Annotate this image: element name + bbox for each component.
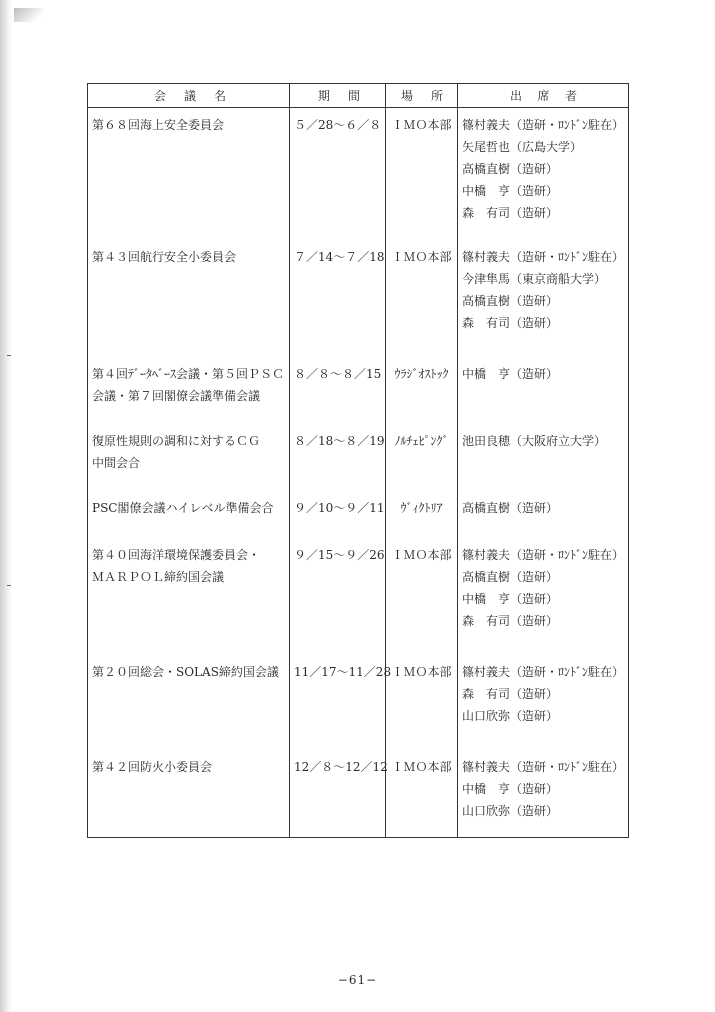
meeting-place: ｳﾗｼﾞｵｽﾄｯｸ <box>394 366 449 381</box>
table-body <box>88 108 629 838</box>
attendee: 中橋 亨（造研） <box>462 366 559 381</box>
meeting-name-line: 第６８回海上安全委員会 <box>92 118 225 132</box>
scan-margin-tick <box>7 355 11 356</box>
attendee: 高橋直樹（造研） <box>462 569 559 584</box>
attendees-cell <box>458 430 629 497</box>
meeting-period-cell <box>290 108 386 246</box>
meeting-name-cell <box>88 544 290 661</box>
attendee: 森 有司（造研） <box>462 206 559 220</box>
meeting-period: ９／10〜９／11 <box>294 500 385 515</box>
attendee: 池田良穂（大阪府立大学） <box>462 433 607 448</box>
meeting-place-cell <box>386 497 458 544</box>
scan-corner-mark <box>14 8 44 22</box>
meeting-name-line: 復原性規則の調和に対するＣＧ <box>92 433 261 448</box>
meeting-name-line: 第２０回総会・SOLAS締約国会議 <box>92 664 279 679</box>
meeting-period: 11／17〜11／28 <box>294 664 392 679</box>
meeting-period-cell <box>290 544 386 661</box>
table-row <box>88 661 629 756</box>
attendees-cell <box>458 756 629 838</box>
header-period: 期 間 <box>290 84 386 108</box>
meeting-place-cell <box>386 108 458 246</box>
attendee: 森 有司（造研） <box>462 315 559 330</box>
meeting-name-cell <box>88 108 290 246</box>
meeting-period: ８／18〜８／19 <box>294 433 385 448</box>
table-header <box>88 84 629 108</box>
attendee: 山口欣弥（造研） <box>462 708 559 723</box>
table-row <box>88 108 629 246</box>
meeting-period-cell <box>290 497 386 544</box>
meeting-place: ＩＭＯ本部 <box>391 249 452 264</box>
meeting-place-cell <box>386 246 458 363</box>
meeting-name-line: 第４０回海洋環境保護委員会・ <box>92 547 261 562</box>
meeting-period-cell <box>290 661 392 756</box>
meeting-name-cell <box>88 363 290 430</box>
meeting-period: ７／14〜７／18 <box>294 249 385 264</box>
page-number: −61− <box>337 973 378 987</box>
meeting-period-cell <box>290 246 386 363</box>
attendees-cell <box>458 497 629 544</box>
meeting-place-cell <box>386 661 458 756</box>
meeting-period-cell <box>290 430 386 497</box>
meeting-place: ＩＭＯ本部 <box>391 118 452 132</box>
meeting-place-cell <box>386 756 458 838</box>
table-row <box>88 430 629 497</box>
header-place: 場 所 <box>386 84 458 108</box>
attendee: 山口欣弥（造研） <box>462 803 559 818</box>
table-row <box>88 497 629 544</box>
meeting-place: ＩＭＯ本部 <box>391 547 452 562</box>
meeting-place: ﾉﾙﾁｪﾋﾟﾝｸﾞ <box>394 433 449 448</box>
meeting-name-line: 第４２回防火小委員会 <box>92 759 213 774</box>
attendee: 篠村義夫（造研・ﾛﾝﾄﾞﾝ駐在） <box>462 664 625 679</box>
attendee: 中橋 亨（造研） <box>462 591 559 606</box>
meeting-place: ＩＭＯ本部 <box>391 664 452 679</box>
meeting-name-cell <box>88 430 290 497</box>
meeting-name-line: PSC閣僚会議ハイレベル準備会合 <box>92 500 274 515</box>
attendees-cell <box>458 108 629 246</box>
meeting-name-line: 中間会合 <box>92 455 141 470</box>
meeting-name-cell <box>88 756 290 838</box>
meeting-name-cell <box>88 661 290 756</box>
meeting-name-line: 第４回ﾃﾞｰﾀﾍﾞｰｽ会議・第５回ＰＳＣ <box>92 366 285 381</box>
header-meeting-name: 会 議 名 <box>88 84 290 108</box>
table-row <box>88 756 629 838</box>
attendee: 森 有司（造研） <box>462 613 559 628</box>
meeting-period: ８／８〜８／15 <box>294 366 382 381</box>
attendee: 篠村義夫（造研・ﾛﾝﾄﾞﾝ駐在） <box>462 547 625 562</box>
scan-edge-shadow <box>0 0 12 1012</box>
attendees-cell <box>458 544 629 661</box>
meetings-table <box>87 83 629 838</box>
meeting-period-cell <box>290 756 386 838</box>
table-row <box>88 246 629 363</box>
attendee: 篠村義夫（造研・ﾛﾝﾄﾞﾝ駐在） <box>462 249 625 264</box>
header-attendees: 出 席 者 <box>458 84 629 108</box>
meeting-place-cell <box>386 363 458 430</box>
meeting-name-line: 会議・第７回閣僚会議準備会議 <box>92 388 261 403</box>
attendee: 森 有司（造研） <box>462 686 559 701</box>
meeting-name-line: ＭＡＲＰＯＬ締約国会議 <box>92 569 225 584</box>
attendee: 矢尾哲也（広島大学） <box>462 140 583 154</box>
meeting-name-cell <box>88 497 290 544</box>
table-row <box>88 544 629 661</box>
meeting-place-cell <box>386 430 458 497</box>
attendee: 高橋直樹（造研） <box>462 162 559 176</box>
meeting-period-cell <box>290 363 386 430</box>
meeting-period: ５／28〜６／８ <box>294 118 382 132</box>
table-row <box>88 363 629 430</box>
meeting-period: 12／８〜12／12 <box>294 759 388 774</box>
attendee: 中橋 亨（造研） <box>462 781 559 796</box>
attendees-cell <box>458 363 629 430</box>
attendee: 篠村義夫（造研・ﾛﾝﾄﾞﾝ駐在） <box>462 118 625 132</box>
scan-margin-tick <box>7 585 11 586</box>
meeting-name-cell <box>88 246 290 363</box>
meeting-place: ＩＭＯ本部 <box>391 759 452 774</box>
attendee: 高橋直樹（造研） <box>462 293 559 308</box>
attendee: 今津隼馬（東京商船大学） <box>462 271 607 286</box>
meeting-period: ９／15〜９／26 <box>294 547 385 562</box>
meeting-name-line: 第４３回航行安全小委員会 <box>92 249 237 264</box>
attendees-cell <box>458 246 629 363</box>
meeting-place: ｳﾞｨｸﾄﾘｱ <box>400 500 443 515</box>
attendee: 高橋直樹（造研） <box>462 500 559 515</box>
attendee: 中橋 亨（造研） <box>462 184 559 198</box>
attendees-cell <box>458 661 629 756</box>
meeting-place-cell <box>386 544 458 661</box>
attendee: 篠村義夫（造研・ﾛﾝﾄﾞﾝ駐在） <box>462 759 625 774</box>
